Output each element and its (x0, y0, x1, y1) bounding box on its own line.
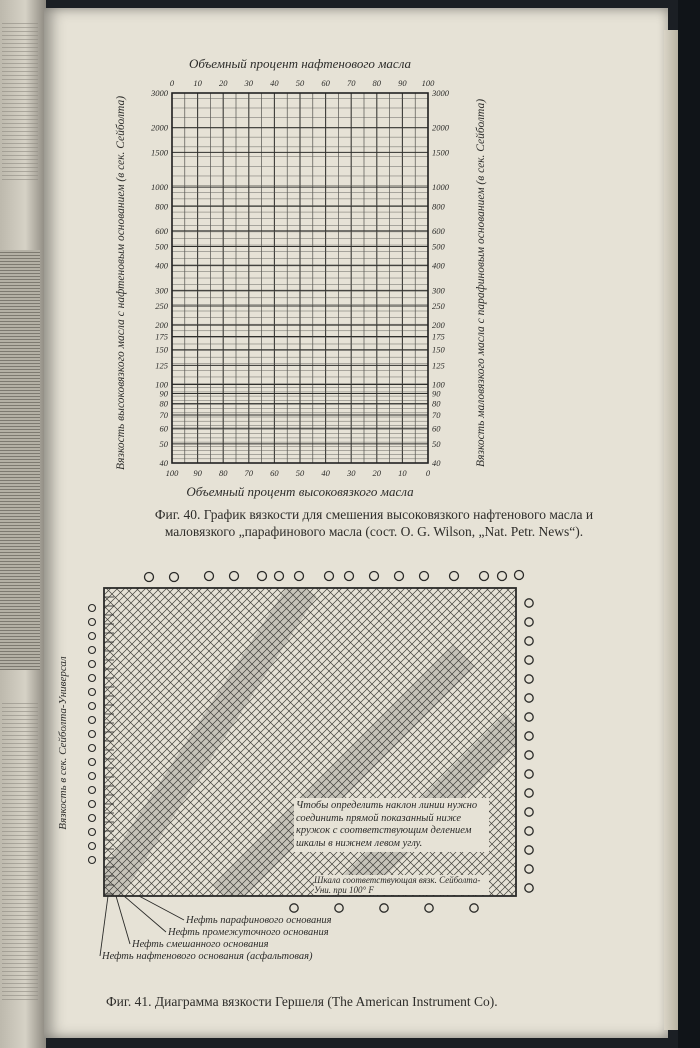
bottom-tick: 80 (218, 468, 228, 478)
diag-line-down (616, 588, 668, 896)
alignment-circle (295, 572, 304, 581)
alignment-circle (335, 904, 343, 912)
top-tick: 30 (244, 78, 254, 88)
diag-line-up (587, 588, 668, 896)
y-tick-left: 400 (155, 260, 168, 271)
bottom-tick: 30 (346, 468, 356, 478)
instruction-note: Чтобы определить наклон линии нужно соединить прямой показанный ниже кружок с соответствующим делением шкалы в нижнем левом углу. (294, 798, 489, 852)
diag-line-down (506, 588, 668, 896)
diag-line-up (517, 588, 668, 896)
alignment-circle (145, 573, 154, 582)
alignment-circle (515, 571, 524, 580)
alignment-circle (525, 789, 533, 797)
top-tick: 50 (295, 78, 305, 88)
right-axis-title: Вязкость маловязкого масла с парафиновым основанием (в сек. Сейболта) (475, 98, 487, 468)
top-tick: 20 (218, 78, 228, 88)
bottom-tick: 100 (165, 468, 179, 478)
top-tick: 0 (169, 78, 175, 88)
alignment-circle (525, 732, 533, 740)
left-scale-circle (89, 717, 96, 724)
legend-intermediate: Нефть промежуточного основания (168, 927, 329, 938)
alignment-circle (275, 572, 284, 581)
alignment-circle (525, 713, 533, 721)
bottom-tick: 20 (372, 468, 382, 478)
left-scale-circle (89, 857, 96, 864)
top-tick: 10 (193, 78, 202, 88)
figure-40-caption: Фиг. 40. График вязкости для смешения высоковязкого нафтенового масла и маловязкого „парафинового масла (сост. O. G. Wilson, „Nat. Petr. News“). (154, 507, 594, 539)
y-tick-right: 1000 (432, 182, 449, 193)
y-tick-left: 175 (155, 331, 168, 342)
y-tick-right: 100 (432, 379, 445, 390)
diag-line-up (44, 588, 111, 896)
alignment-circle (525, 618, 533, 626)
diag-line-down (516, 588, 668, 896)
y-tick-right: 60 (432, 423, 441, 434)
legend-paraffin: Нефть парафинового основания (186, 915, 332, 926)
y-tick-left: 40 (159, 458, 168, 468)
y-tick-right: 150 (432, 344, 445, 355)
y-tick-right: 200 (432, 320, 445, 331)
y-tick-left: 800 (155, 201, 168, 212)
alignment-circle (170, 573, 179, 582)
diag-line-up (566, 588, 668, 896)
alignment-circle (395, 572, 404, 581)
diag-line-up (559, 588, 668, 896)
y-tick-left: 50 (159, 438, 168, 449)
left-scale-circle (89, 745, 96, 752)
diag-line-up (594, 588, 668, 896)
alignment-circle (525, 637, 533, 645)
top-tick: 60 (321, 78, 330, 88)
diag-line-down (626, 588, 668, 896)
alignment-circle (525, 770, 533, 778)
left-scale-circle (89, 647, 96, 654)
left-scale-circle (89, 661, 96, 668)
bottom-tick: 0 (425, 468, 431, 478)
y-tick-left: 2000 (151, 122, 168, 133)
scale-note: Шкала соответствующая вязк. Сейболта-Уни. при 100° F (314, 875, 489, 895)
legend-naphthenic: Нефть нафтенового основания (асфальтовая) (102, 951, 313, 962)
diag-line-up (622, 588, 668, 896)
diag-line-down (576, 588, 668, 896)
y-tick-left: 3000 (151, 88, 168, 98)
alignment-circle (420, 572, 429, 581)
bottom-tick: 50 (295, 468, 305, 478)
left-scale-circle (89, 773, 96, 780)
left-scale-circle (89, 801, 96, 808)
bottom-tick: 90 (193, 468, 202, 478)
diag-line-up (601, 588, 668, 896)
left-axis-title-2: Вязкость в сек. Сейболта-Универсал (57, 656, 69, 830)
left-scale-circle (89, 703, 96, 710)
left-scale-circle (89, 689, 96, 696)
alignment-circle (525, 884, 533, 892)
alignment-circle (258, 572, 267, 581)
legend-leader (139, 896, 184, 920)
page-edge (664, 30, 678, 1030)
left-scale-circle (89, 675, 96, 682)
diag-line-down (536, 588, 668, 896)
diag-line-down (606, 588, 668, 896)
y-tick-right: 300 (432, 285, 445, 296)
diag-line-up (608, 588, 668, 896)
y-tick-right: 250 (432, 300, 445, 311)
diag-line-down (566, 588, 668, 896)
y-tick-left: 1500 (151, 147, 168, 158)
alignment-circle (325, 572, 334, 581)
top-axis-title: Объемный процент нафтенового масла (188, 56, 412, 71)
y-tick-right: 1500 (432, 147, 449, 158)
y-tick-left: 60 (159, 423, 168, 434)
legend-leader (116, 896, 130, 944)
left-scale-circle (89, 815, 96, 822)
y-tick-left: 600 (155, 225, 168, 236)
left-axis-title: Вязкость высоковязкого масла с нафтеновым основанием (в сек. Сейболта) (115, 95, 127, 471)
left-scale-circle (89, 605, 96, 612)
y-tick-left: 300 (155, 285, 168, 296)
bottom-tick: 40 (321, 468, 330, 478)
book-cover (678, 0, 700, 1048)
top-tick: 90 (398, 78, 407, 88)
alignment-circle (525, 751, 533, 759)
left-scale-circle (89, 787, 96, 794)
y-tick-left: 200 (155, 320, 168, 331)
alignment-circle (525, 599, 533, 607)
diag-line-up (580, 588, 668, 896)
alignment-circle (425, 904, 433, 912)
left-scale-circle (89, 843, 96, 850)
legend-leader (100, 896, 108, 956)
bottom-tick: 70 (244, 468, 254, 478)
y-tick-right: 500 (432, 241, 445, 252)
diag-line-up (629, 588, 668, 896)
y-tick-left: 150 (155, 344, 168, 355)
alignment-circle (450, 572, 459, 581)
diag-line-down (526, 588, 668, 896)
y-tick-right: 175 (432, 331, 445, 342)
legend-mixed: Нефть смешанного основания (132, 939, 269, 950)
left-scale-circle (89, 731, 96, 738)
diag-line-up (531, 588, 668, 896)
alignment-circle (525, 846, 533, 854)
y-tick-left: 125 (155, 360, 168, 371)
y-tick-left: 100 (155, 379, 168, 390)
alignment-circle (525, 808, 533, 816)
y-tick-right: 90 (432, 388, 441, 399)
y-tick-left: 250 (155, 300, 168, 311)
figure-41-caption: Фиг. 41. Диаграмма вязкости Гершеля (The American Instrument Co). (106, 994, 498, 1009)
diag-line-down (546, 588, 668, 896)
alignment-circle (480, 572, 489, 581)
bottom-tick: 10 (398, 468, 407, 478)
left-scale-circle (89, 633, 96, 640)
diag-line-up (615, 588, 668, 896)
diag-line-down (596, 588, 668, 896)
alignment-circle (525, 656, 533, 664)
previous-page-edge (0, 0, 46, 1048)
alignment-circle (205, 572, 214, 581)
y-tick-right: 2000 (432, 122, 449, 133)
y-tick-left: 500 (155, 241, 168, 252)
y-tick-left: 90 (159, 388, 168, 399)
alignment-circle (380, 904, 388, 912)
diag-line-down (556, 588, 668, 896)
y-tick-right: 800 (432, 201, 445, 212)
diag-line-up (524, 588, 668, 896)
alignment-circle (525, 675, 533, 683)
alignment-circle (498, 572, 507, 581)
diag-line-up (496, 588, 668, 896)
top-tick: 70 (346, 78, 356, 88)
diag-line-down (496, 588, 668, 896)
y-tick-left: 80 (159, 398, 168, 409)
alignment-circle (525, 694, 533, 702)
book-page (44, 8, 668, 1038)
y-tick-right: 70 (432, 410, 441, 421)
top-tick: 80 (372, 78, 382, 88)
legend-leader (124, 896, 166, 932)
alignment-circle (470, 904, 478, 912)
y-tick-right: 3000 (432, 88, 449, 98)
diag-line-down (586, 588, 668, 896)
y-tick-right: 80 (432, 398, 441, 409)
y-tick-right: 40 (432, 458, 441, 468)
y-tick-right: 50 (432, 438, 441, 449)
diag-line-up (545, 588, 668, 896)
left-scale-circle (89, 759, 96, 766)
alignment-circle (345, 572, 354, 581)
alignment-circle (370, 572, 379, 581)
diag-line-up (503, 588, 668, 896)
alignment-circle (525, 865, 533, 873)
left-scale-circle (89, 829, 96, 836)
y-tick-left: 1000 (151, 182, 168, 193)
y-tick-right: 125 (432, 360, 445, 371)
alignment-circle (525, 827, 533, 835)
diag-line-up (538, 588, 668, 896)
y-tick-left: 70 (159, 410, 168, 421)
top-tick: 40 (270, 78, 279, 88)
bottom-axis-title: Объемный процент высоковязкого масла (186, 484, 414, 499)
viscosity-blend-chart (44, 8, 668, 508)
y-tick-right: 600 (432, 225, 445, 236)
left-scale-circle (89, 619, 96, 626)
top-tick: 100 (421, 78, 435, 88)
bottom-tick: 60 (270, 468, 279, 478)
alignment-circle (290, 904, 298, 912)
alignment-circle (230, 572, 239, 581)
herschel-viscosity-diagram (44, 563, 668, 983)
diag-line-up (552, 588, 668, 896)
diag-line-up (573, 588, 668, 896)
y-tick-right: 400 (432, 260, 445, 271)
